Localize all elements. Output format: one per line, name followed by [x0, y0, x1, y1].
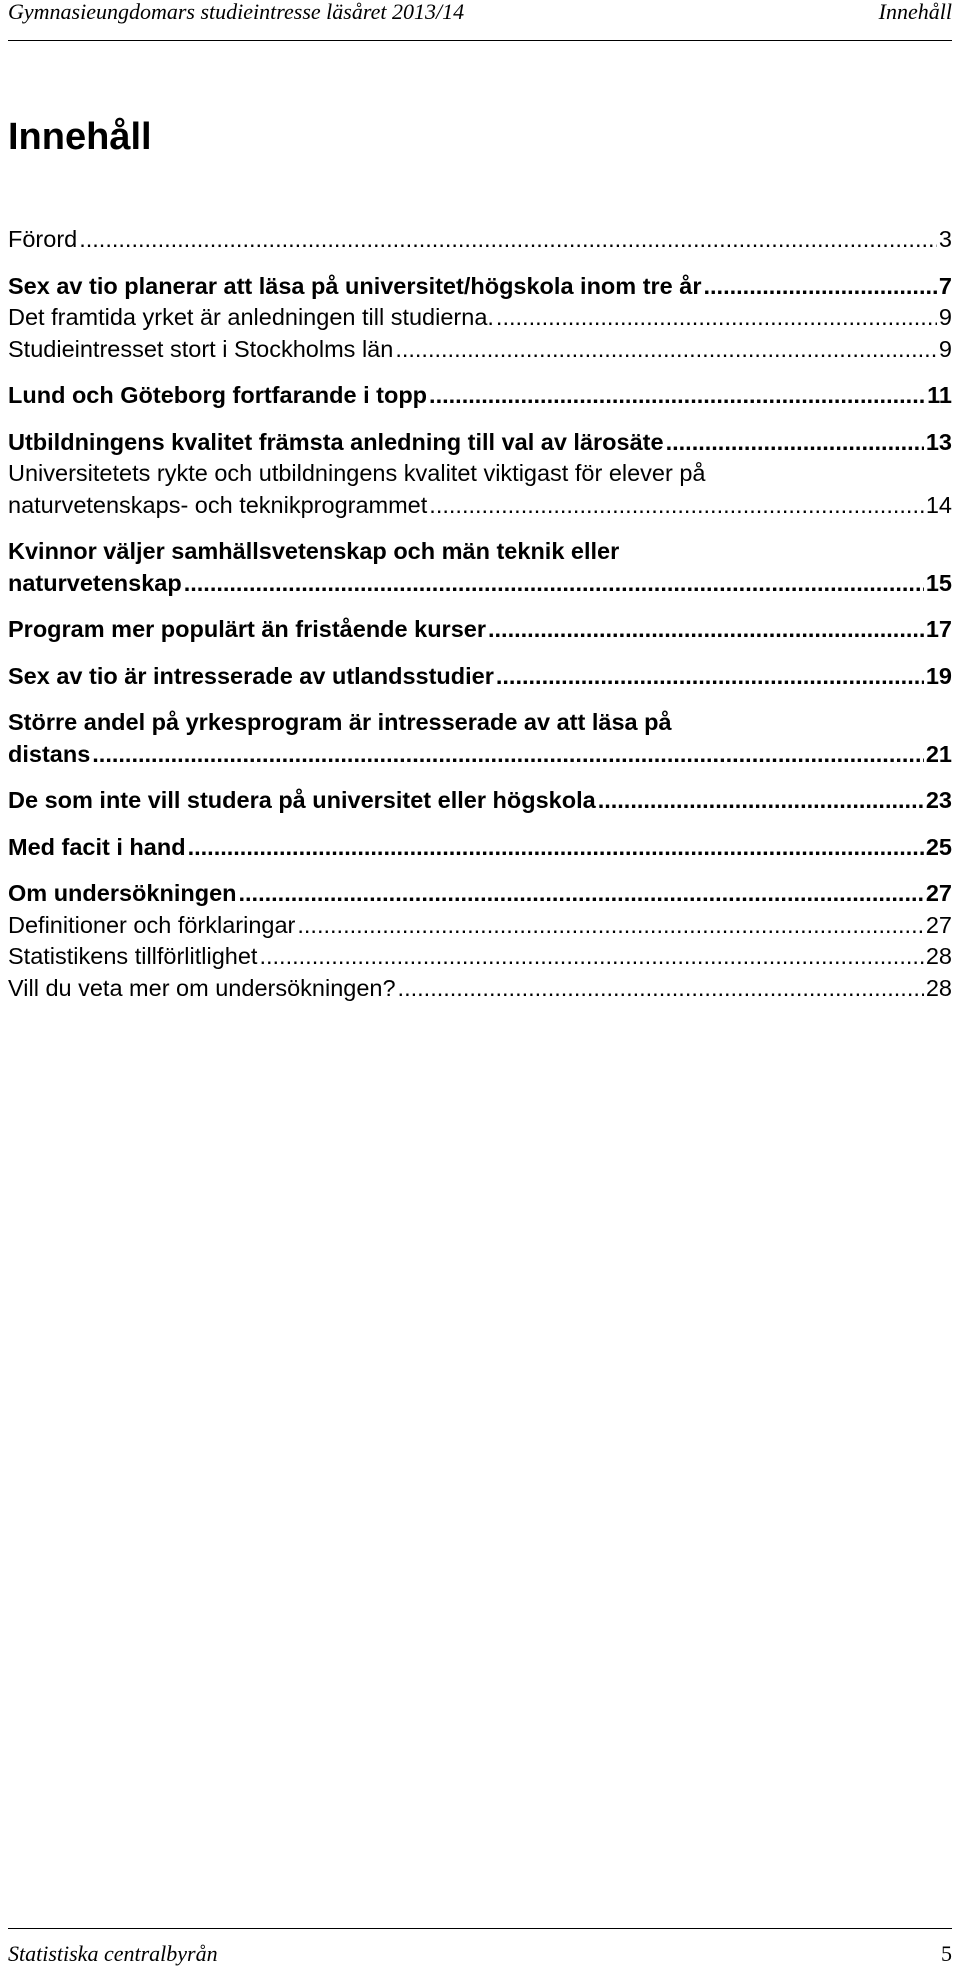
dot-leader	[429, 380, 925, 412]
toc-entry-framtida-yrket[interactable]	[8, 302, 952, 334]
dot-leader	[704, 271, 937, 303]
toc-entry-med-facit-i-hand[interactable]	[8, 832, 952, 864]
dot-leader	[496, 302, 937, 334]
toc-entry-page: 28	[925, 974, 952, 1001]
toc-entry-page: 23	[925, 787, 952, 813]
toc-entry-label: Statistikens tillförlitlighet	[8, 943, 258, 969]
dot-leader	[297, 910, 924, 942]
page-number: 5	[941, 1941, 952, 1966]
toc-entry-label: Lund och Göteborg fortfarande i topp	[8, 382, 428, 408]
dot-leader	[488, 614, 924, 646]
toc-entry-label: Om undersökningen	[8, 880, 237, 906]
toc-entry-page: 28	[925, 943, 952, 969]
toc-entry-label: distans	[8, 740, 91, 767]
dot-leader	[666, 427, 924, 459]
page-title: Innehåll	[8, 116, 152, 158]
toc-entry-label: Utbildningens kvalitet främsta anledning till val av lärosäte	[8, 428, 664, 455]
toc-entry-kvinnor-och-man[interactable]	[8, 536, 952, 599]
toc-entry-om-undersokningen[interactable]	[8, 878, 952, 910]
toc-entry-stockholms-lan[interactable]	[8, 334, 952, 366]
toc-entry-sex-av-tio-planerar[interactable]	[8, 271, 952, 303]
toc-entry-forord[interactable]	[8, 224, 952, 256]
table-of-contents	[8, 224, 952, 1004]
page-header	[8, 0, 952, 41]
toc-entry-label: Vill du veta mer om undersökningen?	[8, 974, 396, 1001]
dot-leader	[92, 739, 924, 771]
toc-entry-utbildningens-kvalitet[interactable]	[8, 427, 952, 459]
toc-entry-tillforlitlighet[interactable]	[8, 941, 952, 973]
toc-entry-label: Med facit i hand	[8, 833, 186, 860]
toc-entry-label-line1: Kvinnor väljer samhällsvetenskap och män teknik eller	[8, 538, 620, 564]
dot-leader	[598, 785, 924, 817]
toc-entry-yrkesprogram-distans[interactable]	[8, 707, 952, 770]
toc-entry-utlandsstudier[interactable]	[8, 661, 952, 693]
toc-entry-page: 21	[925, 740, 952, 767]
toc-entry-label: naturvetenskap	[8, 569, 182, 596]
dot-leader	[395, 334, 937, 366]
dot-leader	[184, 568, 924, 600]
footer-publisher: Statistiska centralbyrån	[8, 1941, 218, 1966]
toc-entry-label: Sex av tio planerar att läsa på universitet/högskola inom tre år	[8, 272, 702, 299]
dot-leader	[496, 661, 924, 693]
toc-entry-label: Förord	[8, 226, 78, 252]
toc-entry-page: 7	[938, 272, 952, 299]
toc-entry-universitetets-rykte[interactable]	[8, 458, 952, 521]
page-footer	[8, 1928, 952, 1969]
toc-entry-page: 25	[925, 833, 952, 860]
dot-leader	[79, 224, 937, 256]
toc-entry-program-mer-popular[interactable]	[8, 614, 952, 646]
toc-entry-label: Det framtida yrket är anledningen till studierna.	[8, 304, 494, 330]
toc-entry-inte-vill-studera[interactable]	[8, 785, 952, 817]
toc-entry-page: 9	[938, 335, 952, 362]
dot-leader	[259, 941, 923, 973]
toc-entry-label: Definitioner och förklaringar	[8, 911, 296, 938]
toc-entry-page: 9	[938, 304, 952, 330]
dot-leader	[239, 878, 924, 910]
dot-leader	[188, 832, 924, 864]
dot-leader	[398, 973, 924, 1005]
toc-entry-lund-och-goteborg[interactable]	[8, 380, 952, 412]
dot-leader	[429, 490, 924, 522]
toc-entry-page: 14	[925, 491, 952, 518]
toc-entry-vill-du-veta-mer[interactable]	[8, 973, 952, 1005]
toc-entry-definitioner[interactable]	[8, 910, 952, 942]
toc-entry-page: 11	[927, 382, 952, 408]
toc-entry-label: Sex av tio är intresserade av utlandsstudier	[8, 662, 494, 689]
toc-entry-page: 17	[925, 616, 952, 642]
header-section-name: Innehåll	[878, 0, 952, 24]
toc-entry-label-line1: Större andel på yrkesprogram är intresserade av att läsa på	[8, 709, 672, 735]
toc-entry-page: 3	[938, 226, 952, 252]
toc-entry-label: naturvetenskaps- och teknikprogrammet	[8, 491, 428, 518]
toc-entry-page: 13	[925, 428, 952, 455]
toc-entry-page: 19	[925, 662, 952, 689]
toc-entry-label: Studieintresset stort i Stockholms län	[8, 335, 394, 362]
toc-entry-label: De som inte vill studera på universitet eller högskola	[8, 787, 596, 813]
header-report-title: Gymnasieungdomars studieintresse läsåret 2013/14	[8, 0, 465, 24]
toc-entry-page: 27	[925, 880, 952, 906]
toc-entry-page: 15	[925, 569, 952, 596]
toc-entry-label: Program mer populärt än fristående kurser	[8, 616, 486, 642]
toc-entry-label-line1: Universitetets rykte och utbildningens kvalitet viktigast för elever på	[8, 460, 706, 486]
toc-entry-page: 27	[925, 911, 952, 938]
